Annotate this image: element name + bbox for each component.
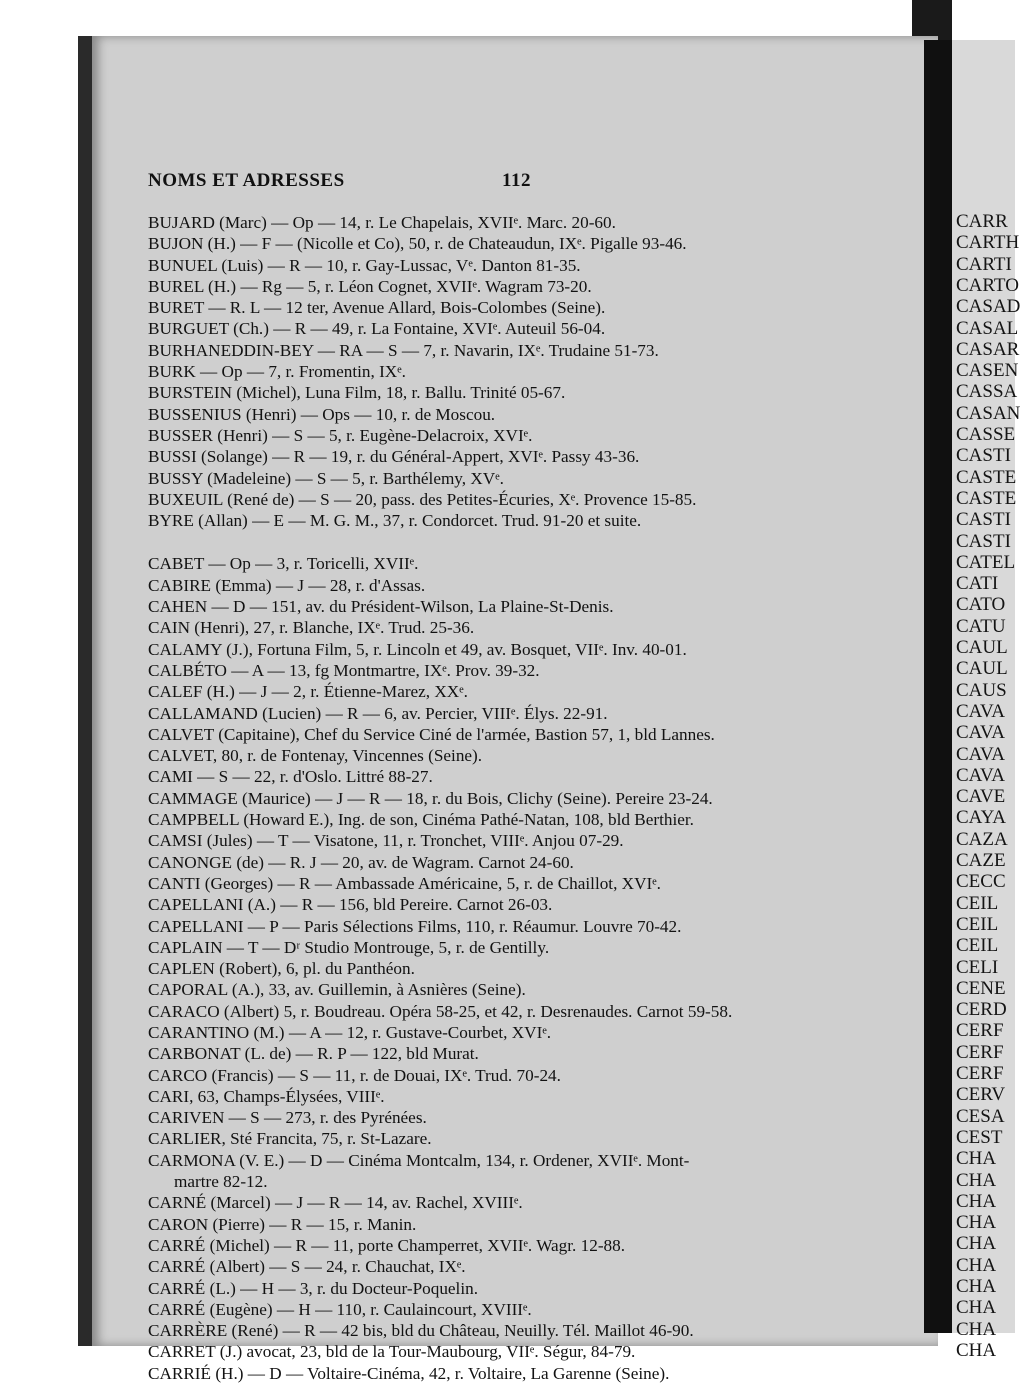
directory-entry: CAPLEN (Robert), 6, pl. du Panthéon. xyxy=(148,959,415,979)
directory-entry: BUSSENIUS (Henri) — Ops — 10, r. de Moscou. xyxy=(148,404,496,424)
directory-entry: CANONGE (de) — R. J — 20, av. de Wagram. Carnot 24-60. xyxy=(148,852,574,872)
directory-entry: CAHEN — D — 151, av. du Président-Wilson, La Plaine-St-Denis. xyxy=(148,597,614,617)
next-page-fragment: CAUS xyxy=(956,679,1007,701)
directory-entry: CARRÉ (L.) — H — 3, r. du Docteur-Poquelin. xyxy=(148,1278,479,1298)
next-page-fragment: CATU xyxy=(956,615,1006,637)
directory-entry: CARIVEN — S — 273, r. des Pyrénées. xyxy=(148,1108,427,1128)
next-page-fragment: CAVE xyxy=(956,786,1006,808)
next-page-fragment: CARTO xyxy=(956,274,1019,296)
directory-entry: BURET — R. L — 12 ter, Avenue Allard, Bois-Colombes (Seine). xyxy=(148,298,606,318)
directory-entry: CAMPBELL (Howard E.), Ing. de son, Cinéma Pathé-Natan, 108, bld Berthier. xyxy=(148,810,694,830)
directory-entry: CARRÉ (Eugène) — H — 110, r. Caulaincourt, XVIIIᵉ. xyxy=(148,1299,532,1319)
directory-entry: CAPELLANI (A.) — R — 156, bld Pereire. Carnot 26-03. xyxy=(148,895,553,915)
next-page-fragment: CASTI xyxy=(956,445,1011,467)
next-page-fragment: CERD xyxy=(956,999,1007,1021)
next-page-fragment: CAZE xyxy=(956,850,1006,871)
directory-entry: CARI, 63, Champs-Élysées, VIIIᵉ. xyxy=(148,1086,385,1106)
directory-entry: BURK — Op — 7, r. Fromentin, IXᵉ. xyxy=(148,362,406,382)
directory-entry: CANTI (Georges) — R — Ambassade Américaine, 5, r. de Chaillot, XVIᵉ. xyxy=(148,873,661,893)
next-page-fragment: CHA xyxy=(956,1254,997,1276)
next-page-fragment: CASTE xyxy=(956,487,1017,509)
directory-entry: CARON (Pierre) — R — 15, r. Manin. xyxy=(148,1214,417,1234)
next-page-fragment: CESA xyxy=(956,1105,1005,1127)
next-page-fragment: CASAL xyxy=(956,317,1019,339)
directory-entry: CAIN (Henri), 27, r. Blanche, IXᵉ. Trud. 25-36. xyxy=(148,618,475,638)
directory-entry: CARRET (J.) avocat, 23, bld de la Tour-Maubourg, VIIᵉ. Ségur, 84-79. xyxy=(148,1342,636,1362)
directory-entry: BUREL (H.) — Rg — 5, r. Léon Cognet, XVIIᵉ. Wagram 73-20. xyxy=(148,276,592,296)
book-gutter xyxy=(924,40,952,1333)
directory-entry: CARRIÉ (H.) — D — Voltaire-Cinéma, 42, r. Voltaire, La Garenne (Seine). xyxy=(148,1363,670,1383)
next-page-fragment: CASSE xyxy=(956,424,1016,445)
next-page-fragment: CAVA xyxy=(956,743,1005,765)
directory-entry: CARLIER, Sté Francita, 75, r. St-Lazare. xyxy=(148,1129,432,1149)
next-page-fragment: CASAN xyxy=(956,402,1020,424)
directory-entry: CAMI — S — 22, r. d'Oslo. Littré 88-27. xyxy=(148,767,433,787)
entries-group-b xyxy=(148,212,888,531)
directory-entry: CARRÉ (Michel) — R — 11, porte Champerret, XVIIᵉ. Wagr. 12-88. xyxy=(148,1235,626,1255)
next-page-fragment: CHA xyxy=(956,1297,997,1319)
directory-entry: CALVET (Capitaine), Chef du Service Ciné de l'armée, Bastion 57, 1, bld Lannes. xyxy=(148,724,715,744)
next-page-fragment: CHA xyxy=(956,1190,997,1212)
next-page-fragment: CEIL xyxy=(956,913,999,935)
next-page-fragment: CASAR xyxy=(956,338,1020,360)
directory-entry: CALEF (H.) — J — 2, r. Étienne-Marez, XXᵉ. xyxy=(148,682,468,702)
next-page-fragment: CEIL xyxy=(956,892,999,914)
directory-entry: CALBÉTO — A — 13, fg Montmartre, IXᵉ. Prov. 39-32. xyxy=(148,660,540,680)
directory-entry: BUJON (H.) — F — (Nicolle et Co), 50, r. de Chateaudun, IXᵉ. Pigalle 93-46. xyxy=(148,234,687,254)
next-page-fragment: CECC xyxy=(956,871,1006,893)
next-page-fragment: CHA xyxy=(956,1148,997,1170)
next-page-fragment: CAUL xyxy=(956,658,1008,680)
next-page-fragment: CASTE xyxy=(956,466,1017,488)
next-page-fragment: CAUL xyxy=(956,637,1008,658)
directory-entry: martre 82-12. xyxy=(174,1172,268,1192)
next-page-fragment: CEST xyxy=(956,1126,1003,1148)
next-page-fragment: CAZA xyxy=(956,828,1008,850)
directory-entry: BUSSER (Henri) — S — 5, r. Eugène-Delacroix, XVIᵉ. xyxy=(148,425,533,445)
directory-entry: BYRE (Allan) — E — M. G. M., 37, r. Condorcet. Trud. 91-20 et suite. xyxy=(148,511,642,531)
directory-entry: CARMONA (V. E.) — D — Cinéma Montcalm, 134, r. Ordener, XVIIᵉ. Mont- xyxy=(148,1150,690,1170)
next-page-fragment: CAVA xyxy=(956,700,1005,722)
next-page-fragment: CASSA xyxy=(956,381,1018,403)
directory-entry: CABIRE (Emma) — J — 28, r. d'Assas. xyxy=(148,575,426,595)
directory-entry: BUSSY (Madeleine) — S — 5, r. Barthélemy, XVᵉ. xyxy=(148,468,504,488)
entries-group-c xyxy=(148,553,888,1384)
next-page-edge xyxy=(952,40,1020,1361)
directory-entry: CALAMY (J.), Fortuna Film, 5, r. Lincoln et 49, av. Bosquet, VIIᵉ. Inv. 40-01. xyxy=(148,639,687,659)
next-page-fragment: CARTI xyxy=(956,253,1012,275)
next-page-fragment: CASTI xyxy=(956,530,1011,552)
next-page-fragment: CELI xyxy=(956,956,999,978)
next-page-fragment: CASTI xyxy=(956,509,1011,531)
next-page-fragment: CHA xyxy=(956,1339,997,1361)
next-page-fragment: CAVA xyxy=(956,722,1005,744)
directory-entry: CARRÉ (Albert) — S — 24, r. Chauchat, IXᵉ. xyxy=(148,1257,466,1277)
next-page-fragment: CARR xyxy=(956,211,1008,232)
section-gap xyxy=(148,531,888,553)
next-page-fragment: CHA xyxy=(956,1276,997,1297)
next-page-fragment: CHA xyxy=(956,1318,997,1340)
next-page-fragment: CERF xyxy=(956,1020,1004,1042)
directory-entry: CABET — Op — 3, r. Toricelli, XVIIᵉ. xyxy=(148,554,419,574)
header-title: NOMS ET ADRESSES xyxy=(148,170,345,191)
directory-entry: CAMSI (Jules) — T — Visatone, 11, r. Tronchet, VIIIᵉ. Anjou 07-29. xyxy=(148,831,624,851)
directory-entry: CARRÈRE (René) — R — 42 bis, bld du Château, Neuilly. Tél. Maillot 46-90. xyxy=(148,1321,694,1341)
directory-entry: BUXEUIL (René de) — S — 20, pass. des Petites-Écuries, Xᵉ. Provence 15-85. xyxy=(148,489,697,509)
directory-entry: BUJARD (Marc) — Op — 14, r. Le Chapelais, XVIIᵉ. Marc. 20-60. xyxy=(148,213,616,232)
directory-entries xyxy=(148,212,888,1384)
next-page-fragment: CASEN xyxy=(956,360,1019,382)
directory-entry: BURHANEDDIN-BEY — RA — S — 7, r. Navarin, IXᵉ. Trudaine 51-73. xyxy=(148,340,659,360)
directory-entry: CALLAMAND (Lucien) — R — 6, av. Percier, VIIIᵉ. Élys. 22-91. xyxy=(148,703,608,723)
next-page-fragment: CATO xyxy=(956,594,1006,616)
directory-entry: BUSSI (Solange) — R — 19, r. du Général-Appert, XVIᵉ. Passy 43-36. xyxy=(148,447,640,467)
directory-entry: CAPELLANI — P — Paris Sélections Films, 110, r. Réaumur. Louvre 70-42. xyxy=(148,916,682,936)
next-page-fragment: CAVA xyxy=(956,764,1005,786)
next-page-fragment: CENE xyxy=(956,977,1006,999)
directory-entry: CAPORAL (A.), 33, av. Guillemin, à Asnières (Seine). xyxy=(148,980,526,1000)
next-page-fragment: CATEL xyxy=(956,551,1016,573)
next-page-fragment: CERF xyxy=(956,1041,1004,1063)
next-page-fragment: CERV xyxy=(956,1084,1006,1106)
next-page-fragment: CHA xyxy=(956,1233,997,1255)
next-page-fragment: CHA xyxy=(956,1212,997,1234)
directory-entry: CAPLAIN — T — Dʳ Studio Montrouge, 5, r. de Gentilly. xyxy=(148,937,550,957)
directory-entry: CARNÉ (Marcel) — J — R — 14, av. Rachel, XVIIIᵉ. xyxy=(148,1193,523,1213)
next-page-fragment: CERF xyxy=(956,1063,1004,1084)
directory-entry: BURGUET (Ch.) — R — 49, r. La Fontaine, XVIᵉ. Auteuil 56-04. xyxy=(148,319,606,339)
directory-entry: BURSTEIN (Michel), Luna Film, 18, r. Ballu. Trinité 05-67. xyxy=(148,383,566,403)
next-page-fragment: CARTH xyxy=(956,232,1020,254)
next-page-fragment: CEIL xyxy=(956,935,999,957)
directory-entry: CAMMAGE (Maurice) — J — R — 18, r. du Bois, Clichy (Seine). Pereire 23-24. xyxy=(148,788,713,808)
page-number: 112 xyxy=(502,170,531,191)
next-page-fragment: CHA xyxy=(956,1169,997,1191)
directory-entry: CALVET, 80, r. de Fontenay, Vincennes (Seine). xyxy=(148,746,483,766)
directory-entry: CARANTINO (M.) — A — 12, r. Gustave-Courbet, XVIᵉ. xyxy=(148,1022,552,1042)
directory-entry: CARCO (Francis) — S — 11, r. de Douai, IXᵉ. Trud. 70-24. xyxy=(148,1065,561,1085)
page-header xyxy=(148,170,548,192)
next-page-fragment: CASAD xyxy=(956,296,1020,318)
directory-entry: CARACO (Albert) 5, r. Boudreau. Opéra 58-25, et 42, r. Desrenaudes. Carnot 59-58. xyxy=(148,1001,733,1021)
next-page-fragment: CAYA xyxy=(956,807,1006,829)
next-page-fragment: CATI xyxy=(956,573,999,595)
directory-entry: CARBONAT (L. de) — R. P — 122, bld Murat. xyxy=(148,1044,479,1064)
directory-entry: BUNUEL (Luis) — R — 10, r. Gay-Lussac, Vᵉ. Danton 81-35. xyxy=(148,255,581,275)
